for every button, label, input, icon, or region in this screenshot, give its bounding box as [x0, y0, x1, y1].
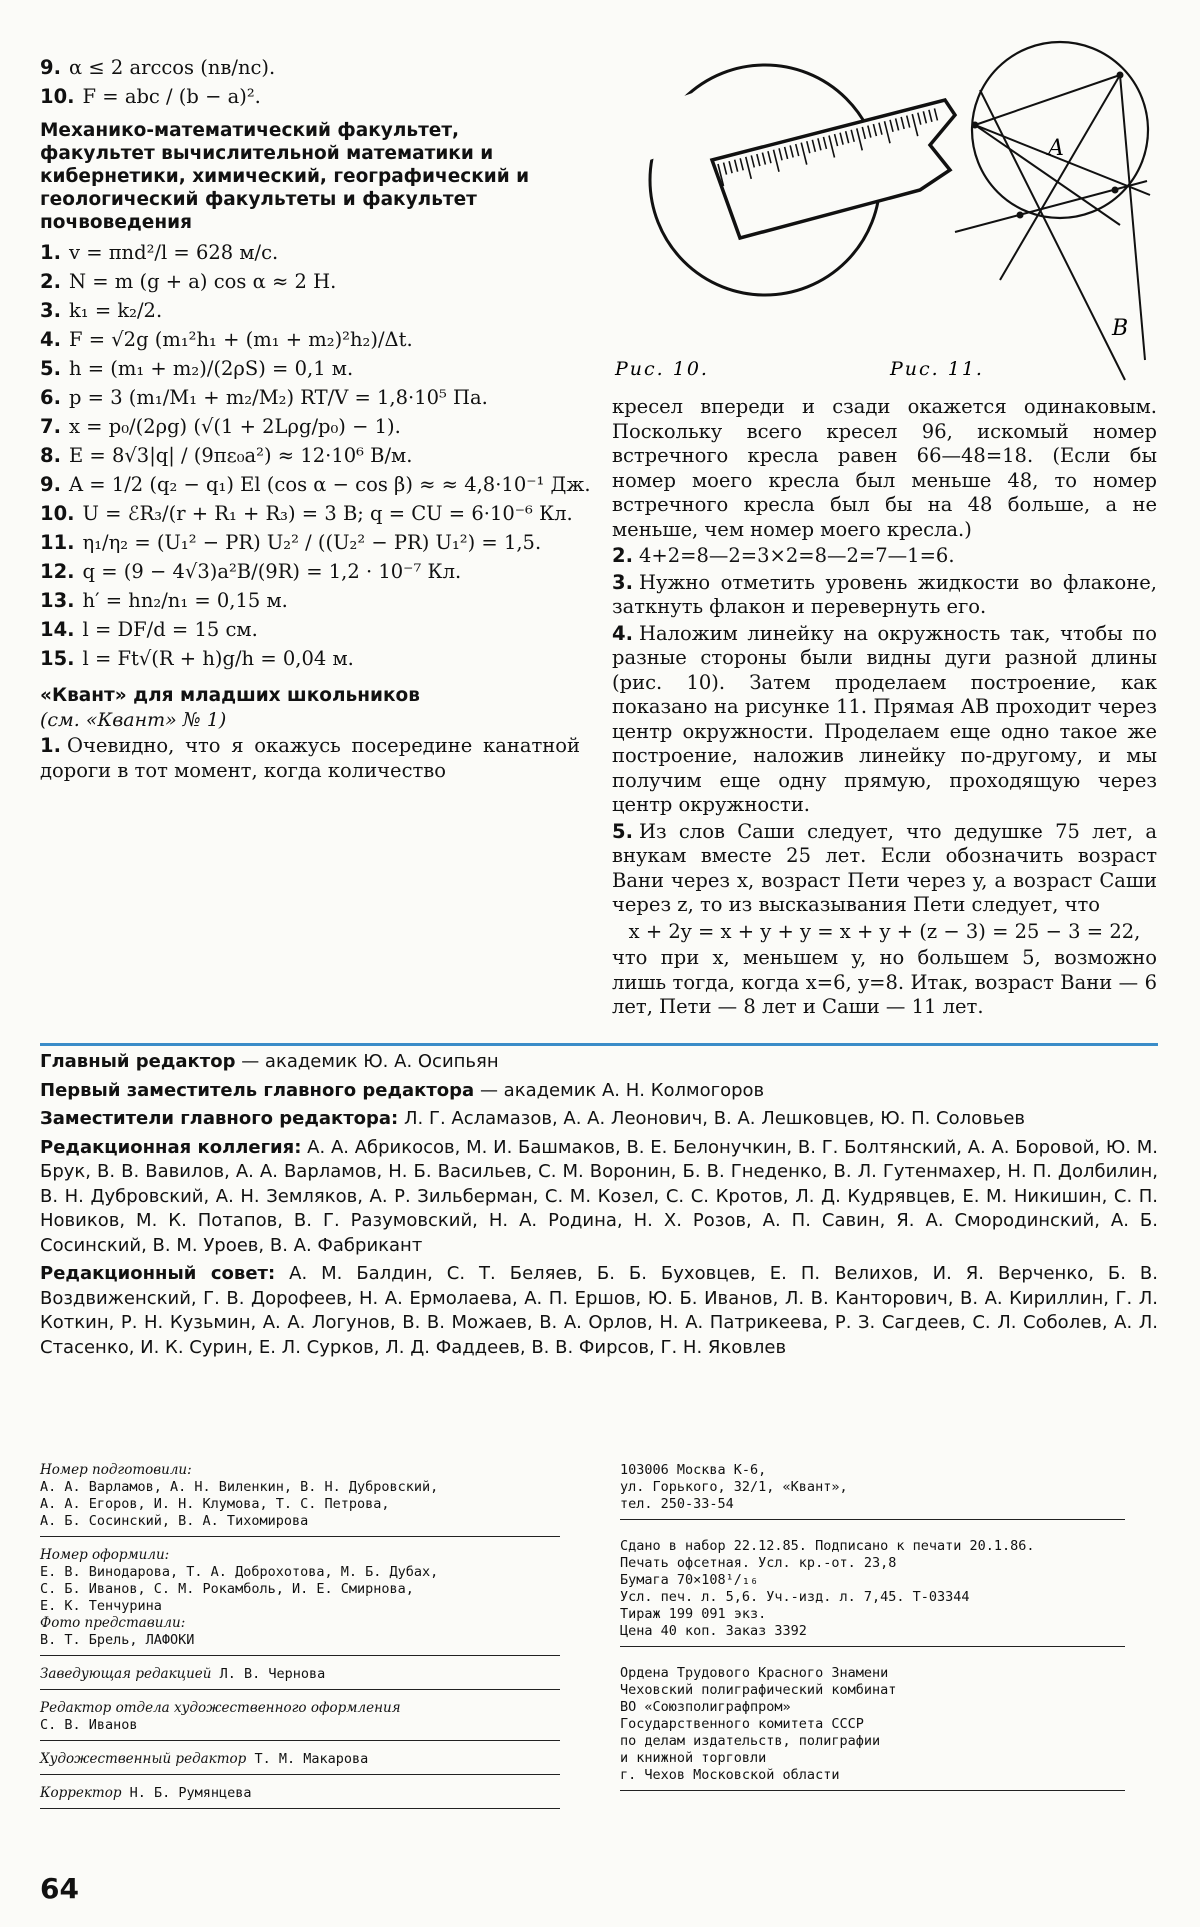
- page-number: 64: [40, 1872, 79, 1905]
- answer-number: 2.: [40, 270, 61, 293]
- answer-formula: h′ = hn₂/n₁ = 0,15 м.: [82, 589, 288, 612]
- answer-formula: E = 8√3|q| / (9πε₀a²) ≈ 12·10⁶ В/м.: [68, 444, 413, 467]
- proof-label: Корректор: [40, 1785, 122, 1801]
- answer-item: [40, 646, 580, 671]
- art-dept-label: Редактор отдела художественного оформления: [40, 1700, 401, 1716]
- answer-formula: l = Ft√(R + h)g/h = 0,04 м.: [82, 647, 354, 670]
- figures-svg: [600, 30, 1160, 390]
- answer-4-num: 4.: [612, 621, 633, 645]
- answer-number: 15.: [40, 647, 75, 670]
- designed-line: Е. В. Винодарова, Т. А. Доброхотова, М. Б. Дубах,: [40, 1564, 439, 1580]
- answer-5-equation: x + 2y = x + y + y = x + y + (z − 3) = 25 − 3 = 22,: [628, 919, 1141, 943]
- answer-3-text: Нужно отметить уровень жидкости во флаконе, заткнуть флакон и перевернуть его.: [612, 570, 1157, 618]
- address-line: 103006 Москва К-6,: [620, 1462, 767, 1478]
- fig11-label-a: A: [1048, 136, 1064, 161]
- answer-formula: p = 3 (m₁/M₁ + m₂/M₂) RT/V = 1,8·10⁵ Па.: [68, 386, 488, 409]
- answers-list: [40, 240, 591, 671]
- council-label: Редакционный совет:: [40, 1263, 276, 1284]
- answer-3-num: 3.: [612, 570, 633, 594]
- fig11-circle: [972, 42, 1148, 218]
- fig11-point: [1017, 212, 1024, 219]
- answer-number: 10.: [40, 85, 75, 108]
- answer-5-num: 5.: [612, 819, 633, 843]
- answer-formula: F = √2g (m₁²h₁ + (m₁ + m₂)²h₂)/Δt.: [68, 328, 413, 351]
- answer-number: 8.: [40, 444, 61, 467]
- prepared-line: А. А. Варламов, А. Н. Виленкин, В. Н. Дубровский,: [40, 1479, 439, 1495]
- answer-formula: h = (m₁ + m₂)/(2ρS) = 0,1 м.: [68, 357, 354, 380]
- fig10-drawing: [600, 65, 955, 295]
- answer-formula: η₁/η₂ = (U₁² − PR) U₂² / ((U₂² − PR) U₁²) = 1,5.: [82, 531, 542, 554]
- kvant-juniors-title: «Квант» для младших школьников: [40, 685, 420, 706]
- photo-label: Фото представили:: [40, 1615, 186, 1631]
- board-label: Редакционная коллегия:: [40, 1136, 302, 1158]
- printer-line: и книжной торговли: [620, 1750, 767, 1766]
- kvant-answer-1: 1. Очевидно, что я окажусь посередине канатной дороги в тот момент, когда количество: [40, 734, 580, 782]
- print-line: Тираж 199 091 экз.: [620, 1606, 767, 1622]
- answer-item: [40, 530, 580, 555]
- kvant-answer-1-text: Очевидно, что я окажусь посередине канатной дороги в тот момент, когда количество: [40, 734, 580, 782]
- deputies-names: Л. Г. Асламазов, А. А. Леонович, В. А. Лешковцев, Ю. П. Соловьев: [404, 1108, 1026, 1129]
- print-line: Цена 40 коп. Заказ 3392: [620, 1623, 807, 1639]
- chief-editor-label: Главный редактор: [40, 1051, 236, 1072]
- kvant-juniors-subtitle: (см. «Квант» № 1): [40, 709, 227, 731]
- answer-number: 1.: [40, 241, 61, 264]
- answer-formula: k₁ = k₂/2.: [68, 299, 163, 322]
- answer-number: 9.: [40, 473, 61, 496]
- first-deputy-name: — академик А. Н. Колмогоров: [479, 1079, 765, 1101]
- answer-item: [40, 472, 591, 497]
- printer-line: Государственного комитета СССР: [620, 1716, 864, 1732]
- chief-editor-name: — академик Ю. А. Осипьян: [241, 1051, 499, 1072]
- answer-formula: v = πnd²/l = 628 м/с.: [68, 241, 279, 264]
- colophon-left: [40, 1460, 560, 1817]
- answer-5-end: что при x, меньшем y, но большем 5, возможно лишь тогда, когда x=6, y=8. Итак, возраст Вани — 6 лет, Пети — 8 лет и Саши — 11 лет.: [612, 946, 1157, 1018]
- answer-number: 10.: [40, 502, 75, 525]
- answer-number: 6.: [40, 386, 61, 409]
- printer-line: Чеховский полиграфический комбинат: [620, 1682, 897, 1698]
- fig11-point: [1117, 72, 1124, 79]
- answer-number: 11.: [40, 531, 75, 554]
- fig10-caption: Рис. 10.: [615, 358, 709, 380]
- designed-label: Номер оформили:: [40, 1547, 170, 1563]
- art-editor-name: Т. М. Макарова: [254, 1751, 369, 1767]
- fig11-line-1: [975, 75, 1120, 125]
- answer-5: [612, 820, 1157, 918]
- answer-number: 13.: [40, 589, 75, 612]
- print-block: [620, 1528, 1125, 1647]
- answer-4: [612, 622, 1157, 818]
- proof-block: [40, 1783, 560, 1809]
- designed-block: [40, 1545, 560, 1656]
- answer-item: [40, 617, 580, 642]
- printer-line: по делам издательств, полиграфии: [620, 1733, 881, 1749]
- first-deputy-label: Первый заместитель главного редактора: [40, 1079, 475, 1101]
- prepared-block: [40, 1460, 560, 1537]
- prepared-label: Номер подготовили:: [40, 1462, 192, 1478]
- printer-block: [620, 1655, 1125, 1791]
- answer-number: 14.: [40, 618, 75, 641]
- head-label: Заведующая редакцией: [40, 1666, 212, 1682]
- answer-2-text: 4+2=8—2=3×2=8—2=7—1=6.: [638, 544, 955, 567]
- prepared-line: А. Б. Сосинский, В. А. Тихомирова: [40, 1513, 309, 1529]
- deputies: [40, 1107, 1158, 1132]
- fig11-point: [1112, 187, 1119, 194]
- answer-item: [40, 327, 580, 352]
- chief-editor: [40, 1050, 1158, 1075]
- print-line: Печать офсетная. Усл. кр.-от. 23,8: [620, 1555, 897, 1571]
- right-column: [612, 395, 1157, 1022]
- fig11-drawing: [955, 42, 1150, 380]
- answer-formula: N = m (g + a) cos α ≈ 2 Н.: [68, 270, 337, 293]
- left-column: [40, 55, 591, 785]
- print-line: Бумага 70×108¹/₁₆: [620, 1572, 759, 1588]
- fig11-caption: Рис. 11.: [890, 358, 984, 380]
- editorial-board: [40, 1050, 1158, 1364]
- answer-formula: F = abc / (b − a)².: [82, 85, 261, 108]
- answer-item: [40, 269, 580, 294]
- colophon-right: [620, 1460, 1125, 1799]
- art-editor-label: Художественный редактор: [40, 1751, 247, 1767]
- art-dept-block: [40, 1698, 560, 1741]
- answer-item: [40, 298, 580, 323]
- answer-item: [40, 356, 580, 381]
- printer-line: ВО «Союзполиграфпром»: [620, 1699, 791, 1715]
- answer-5-text: Из слов Саши следует, что дедушке 75 лет, а внукам вместе 25 лет. Если обозначить возраст Вани через x, возраст Пети через y, а возраст Саши через z, то из высказывания Пети следует, что: [612, 819, 1157, 916]
- answer-item: [40, 559, 580, 584]
- prepared-line: А. А. Егоров, И. Н. Клумова, Т. С. Петрова,: [40, 1496, 390, 1512]
- proof-name: Н. Б. Румянцева: [129, 1785, 252, 1801]
- answer-number: 12.: [40, 560, 75, 583]
- printer-line: Ордена Трудового Красного Знамени: [620, 1665, 889, 1681]
- deputies-label: Заместители главного редактора:: [40, 1108, 399, 1129]
- designed-line: Е. К. Тенчурина: [40, 1598, 162, 1614]
- council-names: А. М. Балдин, С. Т. Беляев, Б. Б. Буховцев, Е. П. Велихов, И. Я. Верченко, Б. В. Воздвиженский, Г. В. Дорофеев, Н. А. Ермолаева, А. П. Ершов, Ю. Б. Иванов, Л. В. Канторович, В. А. Кириллин, Г. Л. Коткин, Р. Н. Кузьмин, А. А. Логунов, В. В. Можаев, В. А. Орлов, Н. А. Патрикеева, Р. З. Сагдеев, С. Л. Соболев, А. Л. Стасенко, И. К. Сурин, Е. Л. Сурков, Л. Д. Фаддеев, В. В. Фирсов, Г. Н. Яковлев: [40, 1263, 1158, 1358]
- answer-item: [40, 414, 580, 439]
- answer-number: 7.: [40, 415, 61, 438]
- fig11-label-b: B: [1112, 316, 1129, 341]
- answer-number: 9.: [40, 56, 61, 79]
- answer-number: 4.: [40, 328, 61, 351]
- art-editor-block: [40, 1749, 560, 1775]
- section-divider: [40, 1043, 1158, 1046]
- editorial-board-members: [40, 1136, 1158, 1259]
- head-name: Л. В. Чернова: [219, 1666, 326, 1682]
- answer-formula: α ≤ 2 arccos (nв/nс).: [68, 56, 276, 79]
- address-line: ул. Горького, 32/1, «Квант»,: [620, 1479, 848, 1495]
- first-deputy: [40, 1079, 1158, 1104]
- section-title: Механико-математический факультет, факультет вычислительной математики и кибернетики, химический, географический и геологический факультеты и факультет почвоведения: [40, 120, 530, 233]
- answer-formula: A = 1/2 (q₂ − q₁) El (cos α − cos β) ≈ ≈ 4,8·10⁻¹ Дж.: [68, 473, 591, 496]
- answer-item: [40, 588, 580, 613]
- answer-number: 3.: [40, 299, 61, 322]
- answer-formula: x = p₀/(2ρg) (√(1 + 2Lρg/p₀) − 1).: [68, 415, 401, 438]
- answer-formula: U = ℰR₃/(r + R₁ + R₃) = 3 В; q = CU = 6·10⁻⁶ Кл.: [82, 502, 573, 525]
- address-line: тел. 250-33-54: [620, 1496, 734, 1512]
- answer-2-num: 2.: [612, 544, 633, 567]
- designed-line: С. Б. Иванов, С. М. Рокамболь, И. Е. Смирнова,: [40, 1581, 414, 1597]
- board-names: А. А. Абрикосов, М. И. Башмаков, В. Е. Белонучкин, В. Г. Болтянский, А. А. Боровой, Ю. М. Брук, В. В. Вавилов, А. А. Варламов, Н. Б. Васильев, С. М. Воронин, Б. В. Гнеденко, В. Л. Гутенмахер, Н. П. Долбилин, В. Н. Дубровский, А. Н. Земляков, А. Р. Зильберман, С. М. Козел, С. С. Кротов, Л. Д. Кудрявцев, Е. М. Никишин, С. П. Новиков, М. К. Потапов, В. Г. Разумовский, Н. А. Родина, Н. Х. Розов, А. П. Савин, Я. А. Смородинский, А. Б. Сосинский, В. М. Уроев, В. А. Фабрикант: [40, 1136, 1158, 1256]
- answer-item: [40, 443, 580, 468]
- answer-item: [40, 501, 580, 526]
- answer-item: [40, 240, 580, 265]
- figures-area: [600, 30, 1160, 390]
- answer-2: [612, 544, 1157, 569]
- editorial-council: [40, 1262, 1158, 1360]
- answer-item: [40, 84, 580, 109]
- answer-3: [612, 571, 1157, 620]
- address-block: [620, 1460, 1125, 1520]
- fig11-line-ab: [980, 90, 1125, 380]
- answer-1-continued: кресел впереди и сзади окажется одинаковым. Поскольку всего кресел 96, искомый номер встречного кресла равен 66—48=18. (Если бы номер моего кресла был меньше 48, то номер встречного кресла был бы на 48 больше, а не меньше, чем номер моего кресла.): [612, 395, 1157, 541]
- head-block: [40, 1664, 560, 1690]
- top-answers: [40, 55, 580, 109]
- photo-names: В. Т. Брель, ЛАФОКИ: [40, 1632, 195, 1648]
- answer-formula: l = DF/d = 15 см.: [82, 618, 258, 641]
- answer-4-text: Наложим линейку на окружность так, чтобы по разные стороны были видны дуги разной длины (рис. 10). Затем проделаем построение, как показано на рисунке 11. Прямая AB проходит через центр окружности. Проделаем еще одно такое же построение, наложив линейку по-другому, и мы получим еще одну прямую, проходящую через центр окружности.: [612, 621, 1157, 816]
- answer-formula: q = (9 − 4√3)a²B/(9R) = 1,2 · 10⁻⁷ Кл.: [82, 560, 462, 583]
- printer-line: г. Чехов Московской области: [620, 1767, 840, 1783]
- answer-item: [40, 385, 580, 410]
- print-line: Усл. печ. л. 5,6. Уч.-изд. л. 7,45. Т-03344: [620, 1589, 970, 1605]
- answer-number: 5.: [40, 357, 61, 380]
- fig11-point: [972, 122, 979, 129]
- answer-item: [40, 55, 580, 80]
- print-line: Сдано в набор 22.12.85. Подписано к печати 20.1.86.: [620, 1538, 1035, 1554]
- art-dept-name: С. В. Иванов: [40, 1717, 138, 1733]
